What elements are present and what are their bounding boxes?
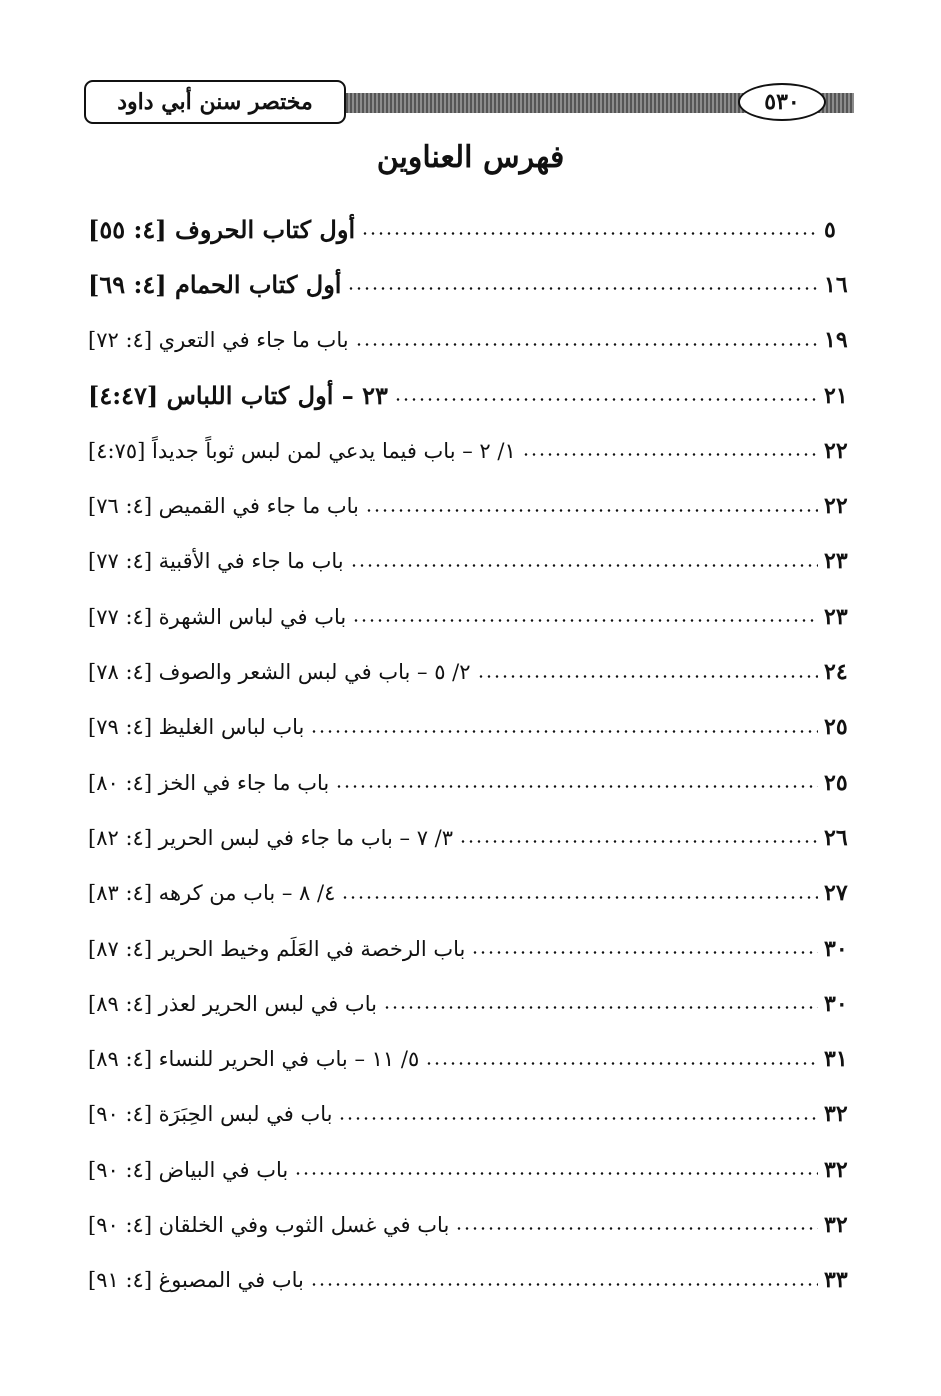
entry-title: باب في المصبوغ [٤: ٩١] bbox=[88, 1268, 304, 1293]
index-title: فهرس العناوين bbox=[376, 140, 565, 175]
toc-entry bbox=[88, 1197, 854, 1252]
entry-page-number: ١٩ bbox=[824, 327, 848, 354]
dot-leader bbox=[338, 1117, 818, 1120]
entry-title: باب لباس الغليظ [٤: ٧٩] bbox=[88, 715, 305, 740]
running-header bbox=[84, 80, 854, 126]
dot-leader bbox=[477, 675, 818, 678]
entry-page-number: ٣٠ bbox=[824, 935, 848, 962]
toc-entry bbox=[88, 755, 854, 810]
toc-entry bbox=[88, 921, 854, 976]
toc-entry bbox=[88, 257, 854, 312]
dot-leader bbox=[294, 1172, 818, 1175]
entry-page-number: ٢٦ bbox=[824, 824, 848, 851]
entry-page-number: ٢٥ bbox=[824, 769, 848, 796]
dot-leader bbox=[335, 785, 818, 788]
dot-leader bbox=[471, 951, 818, 954]
entry-title: ١/ ٢ – باب فيما يدعي لمن لبس ثوباً جديداً [٤:٧٥] bbox=[88, 438, 516, 463]
toc-entry bbox=[88, 866, 854, 921]
dot-leader bbox=[347, 287, 818, 290]
toc-entry bbox=[88, 202, 854, 257]
entry-title: ٢٣ – أول كتاب اللباس [٤:٤٧] bbox=[88, 381, 388, 411]
toc-entry bbox=[88, 1253, 854, 1308]
entry-title: أول كتاب الحروف [٤: ٥٥] bbox=[88, 215, 356, 245]
entry-title: باب ما جاء في القميص [٤: ٧٦] bbox=[88, 494, 359, 519]
dot-leader bbox=[350, 564, 818, 567]
entry-title: أول كتاب الحمام [٤: ٦٩] bbox=[88, 270, 342, 300]
dot-leader bbox=[383, 1006, 818, 1009]
entry-page-number: ٣٣ bbox=[824, 1267, 848, 1294]
entry-page-number: ١٦ bbox=[824, 271, 848, 298]
toc-entry bbox=[88, 313, 854, 368]
entry-page-number: ٢١ bbox=[824, 382, 848, 409]
toc-entry bbox=[88, 423, 854, 478]
table-of-contents bbox=[88, 202, 854, 1308]
dot-leader bbox=[365, 509, 818, 512]
dot-leader bbox=[522, 453, 818, 456]
toc-entry bbox=[88, 589, 854, 644]
toc-entry bbox=[88, 810, 854, 865]
entry-page-number: ٣٢ bbox=[824, 1211, 848, 1238]
toc-entry bbox=[88, 644, 854, 699]
entry-title: باب ما جاء في الأقبية [٤: ٧٧] bbox=[88, 549, 344, 574]
entry-page-number: ٥ bbox=[824, 216, 836, 243]
entry-title: باب في البياض [٤: ٩٠] bbox=[88, 1157, 289, 1182]
toc-entry bbox=[88, 368, 854, 423]
entry-title: باب في لبس الحِبَرَة [٤: ٩٠] bbox=[88, 1102, 333, 1127]
entry-page-number: ٣٠ bbox=[824, 990, 848, 1017]
dot-leader bbox=[361, 232, 818, 235]
dot-leader bbox=[310, 1283, 818, 1286]
entry-page-number: ٢٣ bbox=[824, 603, 848, 630]
entry-title: ٢/ ٥ – باب في لبس الشعر والصوف [٤: ٧٨] bbox=[88, 660, 471, 685]
entry-title: ٥/ ١١ – باب في الحرير للنساء [٤: ٨٩] bbox=[88, 1047, 420, 1072]
entry-page-number: ٢٥ bbox=[824, 714, 848, 741]
toc-entry bbox=[88, 976, 854, 1031]
entry-title: ٤/ ٨ – باب من كرهه [٤: ٨٣] bbox=[88, 881, 336, 906]
entry-title: باب في لباس الشهرة [٤: ٧٧] bbox=[88, 604, 347, 629]
toc-entry bbox=[88, 478, 854, 533]
entry-page-number: ٣٢ bbox=[824, 1156, 848, 1183]
entry-page-number: ٢٧ bbox=[824, 880, 848, 907]
toc-entry bbox=[88, 700, 854, 755]
book-title-box bbox=[84, 80, 346, 124]
entry-page-number: ٢٣ bbox=[824, 548, 848, 575]
entry-title: باب ما جاء في التعري [٤: ٧٢] bbox=[88, 328, 349, 353]
entry-page-number: ٣٢ bbox=[824, 1101, 848, 1128]
dot-leader bbox=[455, 1227, 818, 1230]
dot-leader bbox=[352, 619, 818, 622]
entry-title: ٣/ ٧ – باب ما جاء في لبس الحرير [٤: ٨٢] bbox=[88, 825, 454, 850]
dot-leader bbox=[459, 840, 818, 843]
dot-leader bbox=[394, 398, 818, 401]
dot-leader bbox=[355, 343, 818, 346]
entry-page-number: ٢٢ bbox=[824, 493, 848, 520]
entry-title: باب الرخصة في العَلَم وخيط الحرير [٤: ٨٧] bbox=[88, 936, 466, 961]
dot-leader bbox=[310, 730, 818, 733]
entry-page-number: ٢٢ bbox=[824, 437, 848, 464]
book-title: مختصر سنن أبي داود bbox=[117, 89, 313, 115]
entry-page-number: ٣١ bbox=[824, 1046, 848, 1073]
toc-entry bbox=[88, 1142, 854, 1197]
entry-title: باب في غسل الثوب وفي الخلقان [٤: ٩٠] bbox=[88, 1212, 450, 1237]
entry-title: باب ما جاء في الخز [٤: ٨٠] bbox=[88, 770, 330, 795]
toc-entry bbox=[88, 534, 854, 589]
page-number: ٥٣٠ bbox=[764, 89, 800, 115]
entry-title: باب في لبس الحرير لعذر [٤: ٨٩] bbox=[88, 991, 377, 1016]
entry-page-number: ٢٤ bbox=[824, 659, 848, 686]
dot-leader bbox=[425, 1062, 818, 1065]
page-number-oval bbox=[738, 83, 826, 121]
toc-entry bbox=[88, 1031, 854, 1086]
toc-entry bbox=[88, 1087, 854, 1142]
dot-leader bbox=[341, 896, 818, 899]
